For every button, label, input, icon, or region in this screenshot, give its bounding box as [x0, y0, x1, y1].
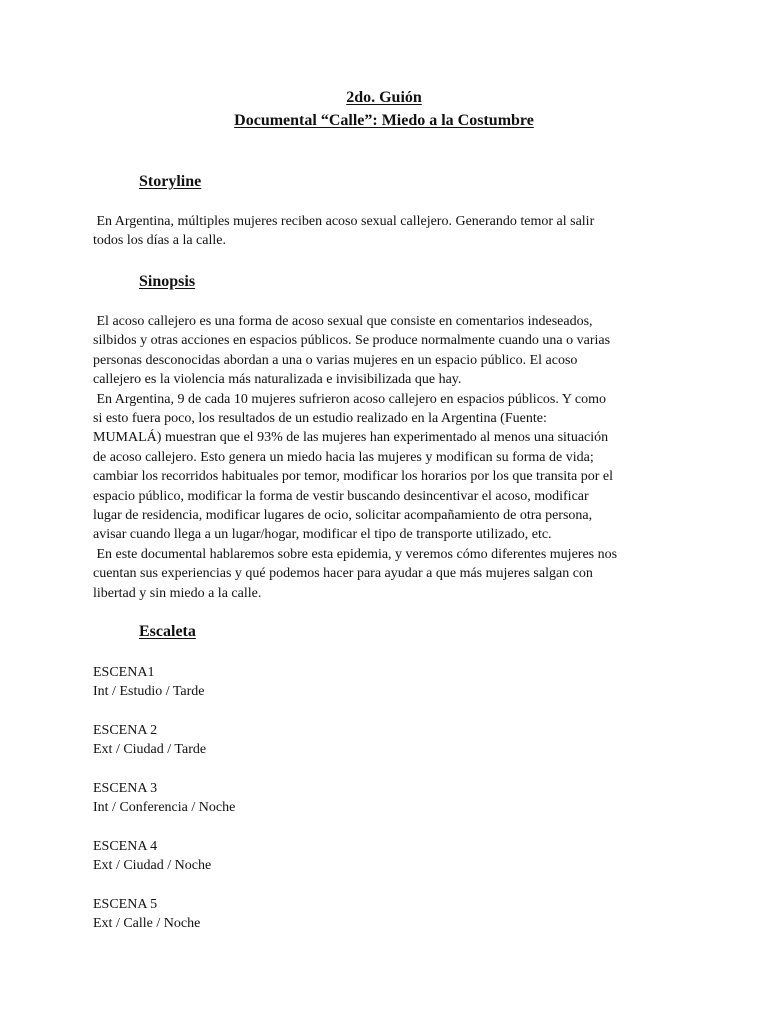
scene-detail: Int / Conferencia / Noche — [93, 800, 236, 816]
document-subtitle: Documental “Calle”: Miedo a la Costumbre — [234, 112, 534, 129]
scene-detail: Int / Estudio / Tarde — [93, 684, 205, 700]
sinopsis-line: En este documental hablaremos sobre esta epidemia, y veremos cómo diferentes mujeres nos — [93, 546, 618, 562]
sinopsis-paragraph — [93, 312, 693, 603]
scene-item — [93, 895, 493, 953]
scene-item — [93, 663, 493, 721]
storyline-heading: Storyline — [139, 173, 202, 190]
scene-detail: Ext / Ciudad / Noche — [93, 858, 212, 874]
storyline-line: todos los días a la calle. — [93, 233, 226, 249]
scene-name: ESCENA 5 — [93, 897, 158, 912]
sinopsis-heading: Sinopsis — [139, 273, 196, 290]
document-title: 2do. Guión — [346, 89, 422, 106]
sinopsis-line: MUMALÁ) muestran que el 93% de las mujeres han experimentado al menos una situación — [93, 430, 609, 446]
scene-name: ESCENA 4 — [93, 839, 158, 854]
sinopsis-line: callejero es la violencia más naturalizada e invisibilizada que hay. — [93, 372, 462, 388]
scene-list — [93, 663, 493, 953]
scene-detail: Ext / Ciudad / Tarde — [93, 742, 207, 758]
scene-item — [93, 837, 493, 895]
sinopsis-line: espacio público, modificar la forma de vestir buscando desincentivar el acoso, modificar — [93, 488, 589, 504]
storyline-line: En Argentina, múltiples mujeres reciben acoso sexual callejero. Generando temor al salir — [93, 214, 595, 229]
escaleta-heading: Escaleta — [139, 623, 196, 640]
sinopsis-line: avisar cuando llega a un lugar/hogar, modificar el tipo de transporte utilizado, etc. — [93, 527, 552, 543]
scene-name: ESCENA1 — [93, 665, 155, 680]
sinopsis-line: cuentan sus experiencias y qué podemos hacer para ayudar a que más mujeres salgan con — [93, 566, 593, 582]
sinopsis-line: El acoso callejero es una forma de acoso sexual que consiste en comentarios indeseados, — [93, 314, 593, 329]
scene-item — [93, 779, 493, 837]
sinopsis-line: si esto fuera poco, los resultados de un estudio realizado en la Argentina (Fuente: — [93, 411, 547, 427]
sinopsis-line: lugar de residencia, modificar lugares de ocio, solicitar acompañamiento de otra persona, — [93, 508, 593, 524]
sinopsis-line: silbidos y otras acciones en espacios públicos. Se produce normalmente cuando una o varias — [93, 333, 611, 349]
scene-detail: Ext / Calle / Noche — [93, 916, 201, 932]
scene-name: ESCENA 2 — [93, 723, 158, 738]
sinopsis-line: En Argentina, 9 de cada 10 mujeres sufrieron acoso callejero en espacios públicos. Y como — [93, 391, 607, 407]
scene-item — [93, 721, 493, 779]
sinopsis-line: de acoso callejero. Esto genera un miedo hacia las mujeres y modifican su forma de vida; — [93, 449, 594, 465]
sinopsis-line: personas desconocidas abordan a una o varias mujeres en un espacio público. El acoso — [93, 352, 578, 368]
sinopsis-line: cambiar los recorridos habituales por temor, modificar los horarios por los que transita por el — [93, 469, 614, 485]
sinopsis-line: libertad y sin miedo a la calle. — [93, 585, 262, 601]
scene-name: ESCENA 3 — [93, 781, 158, 796]
storyline-paragraph — [93, 212, 693, 251]
